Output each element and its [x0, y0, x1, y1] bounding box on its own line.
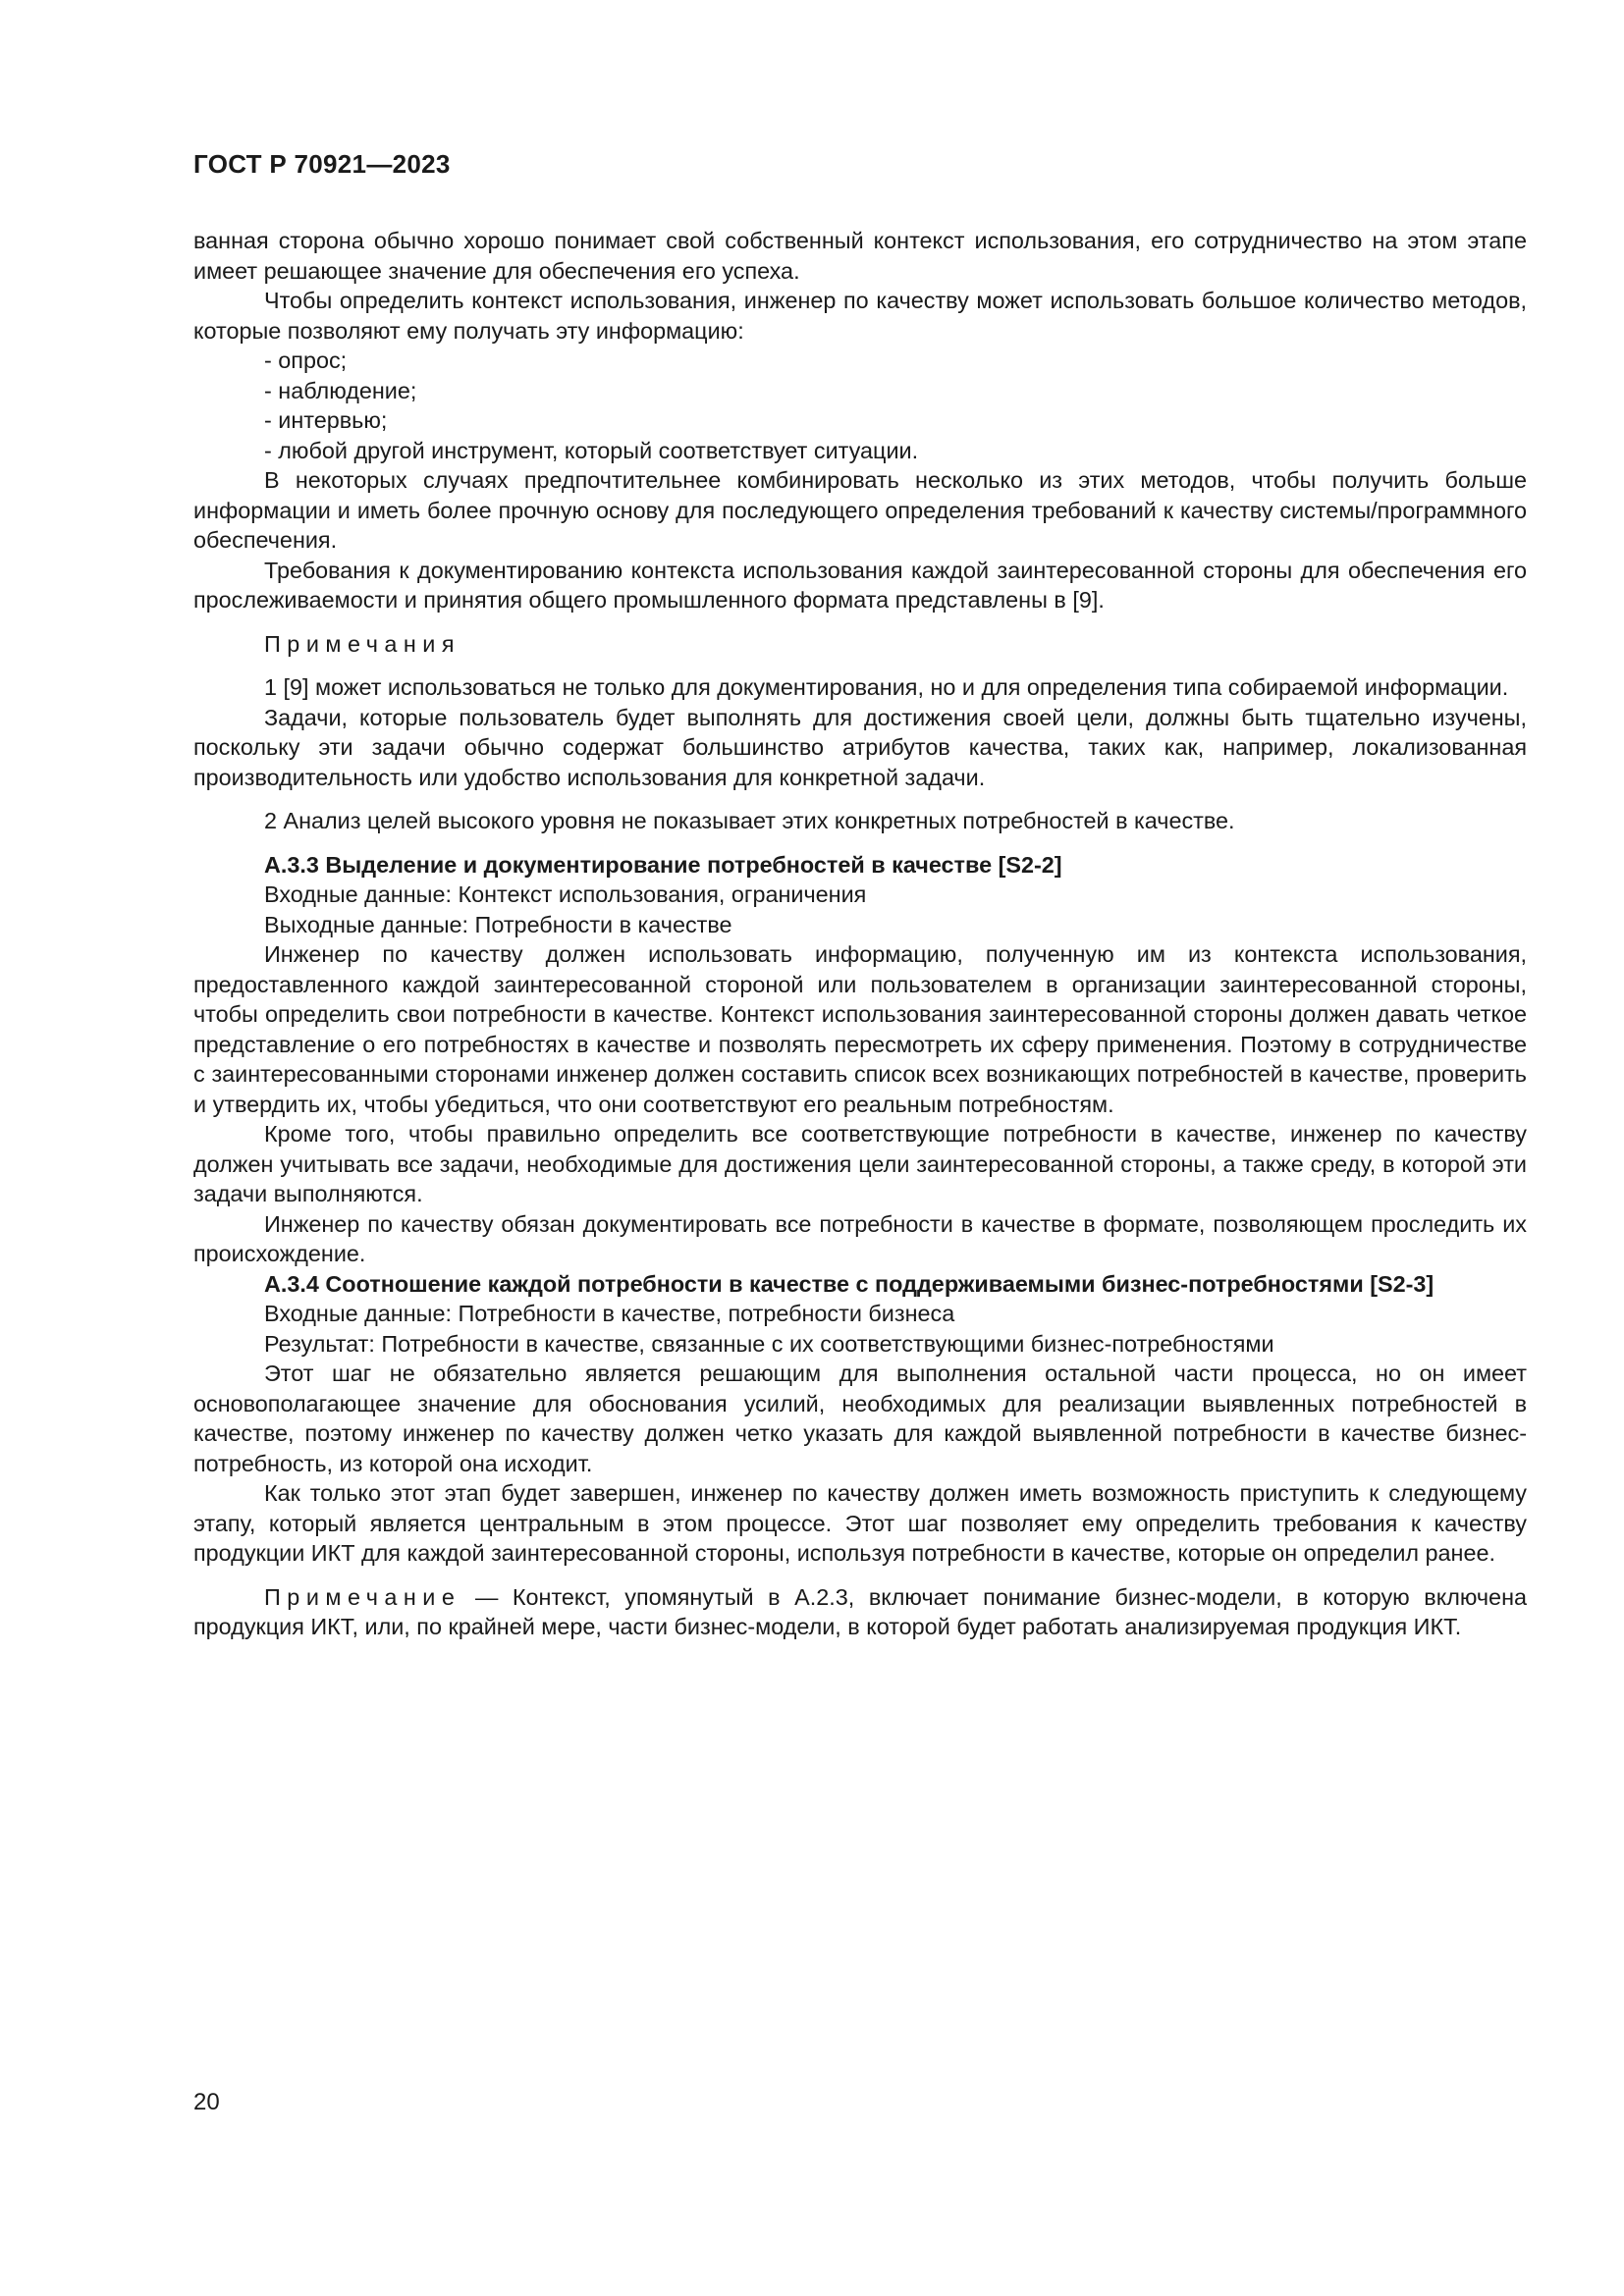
note-text: — Контекст, упомянутый в А.2.3, включает понимание бизнес-модели, в которую включена продукция ИКТ, или, по крайней мере, части бизнес-модели, в которой будет работать анализируемая продукция ИКТ.	[193, 1583, 1527, 1639]
paragraph: ванная сторона обычно хорошо понимает свой собственный контекст использования, его сотрудничество на этом этапе имеет решающее значение для обеспечения его успеха.	[193, 228, 1527, 284]
list-item: - интервью;	[264, 407, 388, 433]
paragraph: В некоторых случаях предпочтительнее комбинировать несколько из этих методов, чтобы получить больше информации и иметь более прочную основу для последующего определения требований к качеству системы/программного обеспечения.	[193, 467, 1527, 553]
note-item: 2 Анализ целей высокого уровня не показывает этих конкретных потребностей в качестве.	[264, 808, 1235, 833]
paragraph: Как только этот этап будет завершен, инженер по качеству должен иметь возможность приступить к следующему этапу, который является центральным в этом процессе. Этот шаг позволяет ему определить требования к качеству продукции ИКТ для каждой заинтересованной стороны, используя потребности в качестве, которые он определил ранее.	[193, 1480, 1527, 1566]
input-data: Входные данные: Контекст использования, ограничения	[264, 881, 867, 907]
list-item: - наблюдение;	[264, 377, 417, 403]
document-body	[193, 226, 1527, 1642]
note-label: Примечание	[264, 1583, 461, 1610]
paragraph: Кроме того, чтобы правильно определить все соответствующие потребности в качестве, инженер по качеству должен учитывать все задачи, необходимые для достижения цели заинтересованной стороны, а также среду, в которой эти задачи выполняются.	[193, 1121, 1527, 1206]
document-header: ГОСТ Р 70921—2023	[193, 149, 451, 179]
section-heading: А.3.4 Соотношение каждой потребности в качестве с поддерживаемыми бизнес-потребностями [S2-3]	[264, 1270, 1435, 1297]
paragraph: Инженер по качеству обязан документировать все потребности в качестве в формате, позволяющем проследить их происхождение.	[193, 1210, 1527, 1266]
list-item: - любой другой инструмент, который соответствует ситуации.	[264, 437, 919, 463]
note	[193, 1582, 1527, 1642]
output-data: Результат: Потребности в качестве, связанные с их соответствующими бизнес-потребностями	[264, 1330, 1274, 1357]
paragraph: Чтобы определить контекст использования, инженер по качеству может использовать большое количество методов, которые позволяют ему получать эту информацию:	[193, 288, 1527, 344]
input-data: Входные данные: Потребности в качестве, потребности бизнеса	[264, 1301, 955, 1326]
note-item: Задачи, которые пользователь будет выполнять для достижения своей цели, должны быть тщательно изучены, поскольку эти задачи обычно содержат большинство атрибутов качества, таких как, например, локализованная производительность или удобство использования для конкретной задачи.	[193, 704, 1527, 790]
list-item: - опрос;	[264, 347, 348, 373]
paragraph: Инженер по качеству должен использовать информацию, полученную им из контекста использования, предоставленного каждой заинтересованной стороной или пользователем в организации заинтересованной стороны, чтобы определить свои потребности в качестве. Контекст использования заинтересованной стороны должен давать четкое представление о его потребностях в качестве и позволять пересмотреть их сферу применения. Поэтому в сотрудничестве с заинтересованными сторонами инженер должен составить список всех возникающих потребностей в качестве, проверить и утвердить их, чтобы убедиться, что они соответствуют его реальным потребностям.	[193, 941, 1527, 1117]
section-heading: А.3.3 Выделение и документирование потребностей в качестве [S2-2]	[264, 851, 1062, 878]
paragraph: Требования к документированию контекста использования каждой заинтересованной стороны для обеспечения его прослеживаемости и принятия общего промышленного формата представлены в [9].	[193, 557, 1527, 613]
note-item: 1 [9] может использоваться не только для документирования, но и для определения типа собираемой информации.	[264, 674, 1509, 700]
paragraph: Этот шаг не обязательно является решающим для выполнения остальной части процесса, но он имеет основополагающее значение для обоснования усилий, необходимых для реализации выявленных потребностей в качестве, поэтому инженер по качеству должен четко указать для каждой выявленной потребности в качестве бизнес-потребность, из которой она исходит.	[193, 1361, 1527, 1476]
output-data: Выходные данные: Потребности в качестве	[264, 911, 732, 937]
page-number: 20	[193, 2089, 220, 2115]
notes-label: Примечания	[264, 630, 461, 657]
